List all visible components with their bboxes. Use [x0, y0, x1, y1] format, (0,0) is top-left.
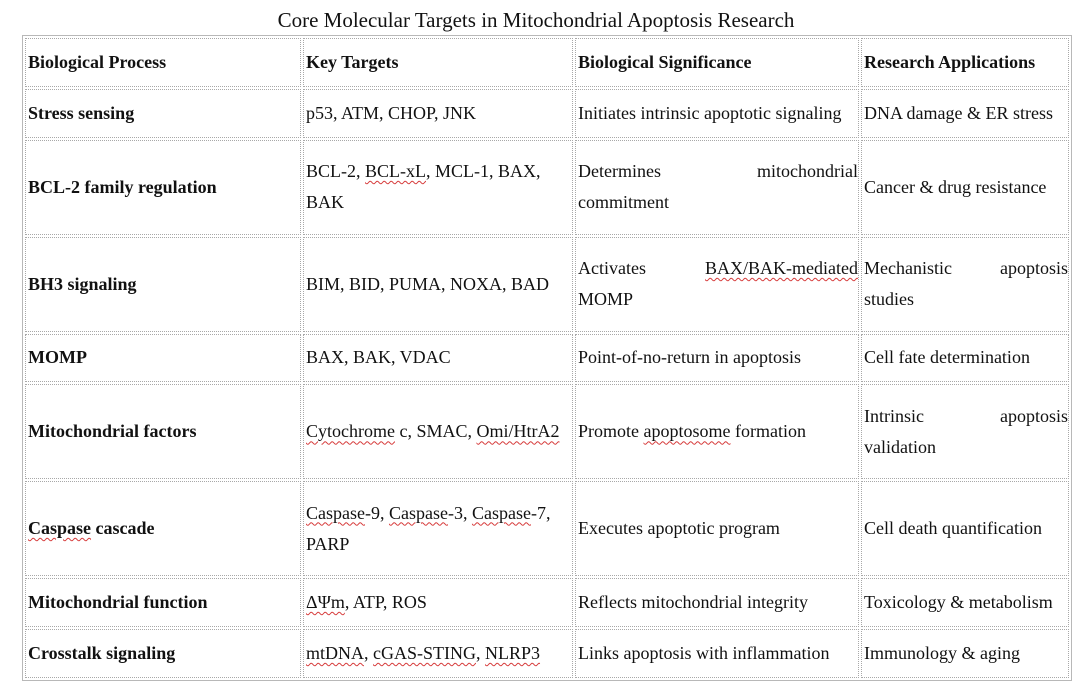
table-row [25, 578, 1069, 627]
cell-targets: BIM, BID, PUMA, NOXA, BAD [303, 237, 573, 332]
cell-targets: p53, ATM, CHOP, JNK [303, 89, 573, 138]
table-row [25, 334, 1069, 383]
cell-significance: Activates BAX/BAK-mediated MOMP [575, 237, 859, 332]
table-row [25, 481, 1069, 576]
spellcheck-flagged-word: ΔΨm [306, 592, 345, 613]
spellcheck-flagged-word: Caspase [388, 502, 448, 523]
cell-targets: Caspase-9, Caspase-3, Caspase-7, PARP [303, 481, 573, 576]
header-row [25, 38, 1069, 87]
header-research-applications: Research Applications [861, 38, 1069, 87]
spellcheck-flagged-word: mtDNA [306, 643, 364, 664]
cell-significance: Reflects mitochondrial integrity [575, 578, 859, 627]
header-key-targets: Key Targets [303, 38, 573, 87]
cell-applications: Cell fate determination [861, 334, 1069, 383]
table-row [25, 237, 1069, 332]
table-row [25, 140, 1069, 235]
cell-process: Caspase cascade [25, 481, 301, 576]
header-biological-process: Biological Process [25, 38, 301, 87]
cell-significance: Executes apoptotic program [575, 481, 859, 576]
table-row [25, 384, 1069, 479]
cell-targets: mtDNA, cGAS-STING, NLRP3 [303, 629, 573, 678]
cell-significance: Determines mitochondrial commitment [575, 140, 859, 235]
cell-targets: BAX, BAK, VDAC [303, 334, 573, 383]
cell-process: Crosstalk signaling [25, 629, 301, 678]
spellcheck-flagged-word: Cytochrome [306, 421, 395, 442]
cell-applications: Immunology & aging [861, 629, 1069, 678]
cell-targets: BCL-2, BCL-xL, MCL-1, BAX, BAK [303, 140, 573, 235]
cell-process: Mitochondrial factors [25, 384, 301, 479]
header-biological-significance: Biological Significance [575, 38, 859, 87]
table-row [25, 89, 1069, 138]
spellcheck-flagged-word: BAX/BAK-mediated [705, 258, 858, 279]
table-title: Core Molecular Targets in Mitochondrial Apoptosis Research [277, 8, 795, 32]
spellcheck-flagged-word: Caspase [306, 502, 365, 523]
spellcheck-flagged-word: cGAS-STING [373, 643, 476, 664]
spellcheck-flagged-word: Omi/HtrA2 [476, 421, 560, 442]
cell-process: Stress sensing [25, 89, 301, 138]
spellcheck-flagged-word: BCL-xL [365, 161, 427, 182]
spellcheck-flagged-word: Caspase [28, 518, 92, 539]
spellcheck-flagged-word: NLRP3 [485, 643, 541, 664]
cell-applications: Intrinsic apoptosis validation [861, 384, 1069, 479]
cell-process: BH3 signaling [25, 237, 301, 332]
cell-process: MOMP [25, 334, 301, 383]
cell-targets: ΔΨm, ATP, ROS [303, 578, 573, 627]
spellcheck-flagged-word: Caspase [471, 502, 531, 523]
cell-applications: Toxicology & metabolism [861, 578, 1069, 627]
cell-applications: Cancer & drug resistance [861, 140, 1069, 235]
cell-applications: Cell death quantification [861, 481, 1069, 576]
cell-significance: Initiates intrinsic apoptotic signaling [575, 89, 859, 138]
table-row [25, 629, 1069, 678]
cell-significance: Point-of-no-return in apoptosis [575, 334, 859, 383]
spellcheck-flagged-word: apoptosome [643, 421, 731, 442]
cell-process: Mitochondrial function [25, 578, 301, 627]
cell-significance: Promote apoptosome formation [575, 384, 859, 479]
cell-applications: DNA damage & ER stress [861, 89, 1069, 138]
cell-process: BCL-2 family regulation [25, 140, 301, 235]
targets-table [22, 35, 1072, 681]
cell-significance: Links apoptosis with inflammation [575, 629, 859, 678]
cell-targets: Cytochrome c, SMAC, Omi/HtrA2 [303, 384, 573, 479]
cell-applications: Mechanistic apoptosis studies [861, 237, 1069, 332]
